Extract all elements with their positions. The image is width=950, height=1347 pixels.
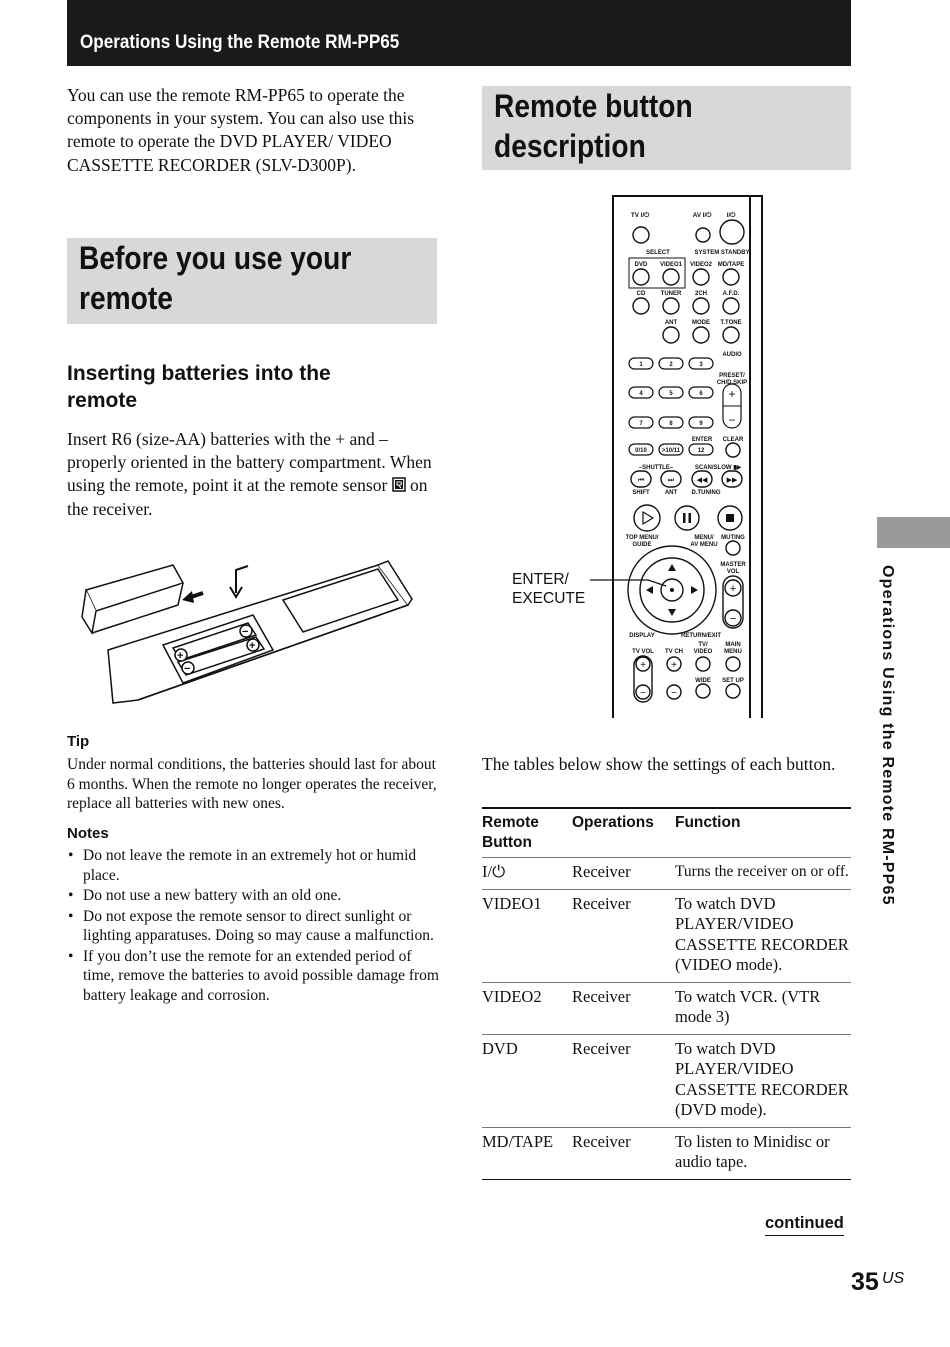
key-5: 5 <box>669 391 673 397</box>
section-title-line: description <box>494 128 646 164</box>
table-cell: To watch DVD PLAYER/VIDEO CASSETTE RECORDER (VIDEO mode). <box>675 889 851 982</box>
key-9: 9 <box>699 421 703 427</box>
section-title-remote <box>494 86 693 166</box>
label-shift: SHIFT <box>632 490 650 496</box>
svg-text:−: − <box>671 688 677 699</box>
label-mode: MODE <box>692 320 710 326</box>
key-1: 1 <box>639 362 643 368</box>
side-tab <box>877 517 950 548</box>
svg-text:−: − <box>728 413 736 427</box>
table-cell: Receiver <box>572 1127 675 1179</box>
label-2ch: 2CH <box>694 291 708 297</box>
section-title-line: Before you use your <box>79 240 352 276</box>
column-header: Function <box>675 808 851 858</box>
label-muting: MUTING <box>721 535 745 541</box>
callout-line: EXECUTE <box>512 590 586 607</box>
label-d-tuning: D.TUNING <box>691 490 721 496</box>
svg-text:⏭: ⏭ <box>667 477 675 484</box>
key-3: 3 <box>699 362 703 368</box>
tip-text: Under normal conditions, the batteries should last for about 6 months. When the remote no longer operates the receiver, replace all batteries with new ones. <box>67 756 437 812</box>
label-tuner: TUNER <box>660 291 682 297</box>
label-top-menu: GUIDE <box>632 542 652 548</box>
table-row <box>482 889 851 982</box>
label-video1: VIDEO1 <box>659 262 683 268</box>
enter-execute-callout <box>512 570 585 608</box>
heading-line: Inserting batteries into the <box>67 362 331 385</box>
table-row <box>482 858 851 890</box>
svg-text:−: − <box>184 663 191 675</box>
table-cell: Receiver <box>572 1034 675 1127</box>
button-table <box>482 807 851 1180</box>
svg-text:◀◀: ◀◀ <box>696 477 708 484</box>
table-cell: DVD <box>482 1034 572 1127</box>
label-master-vol: VOL <box>726 569 740 575</box>
key-0-10: 0/10 <box>635 448 647 454</box>
remote-diagram <box>590 192 780 722</box>
label-set-up: SET UP <box>722 678 744 684</box>
section-title-before <box>79 238 351 318</box>
page-header-title: Operations Using the Remote RM-PP65 <box>80 32 400 53</box>
column-header: Remote Button <box>482 808 572 858</box>
body-text: Insert R6 (size-AA) batteries with the + and – properly oriented in the battery compartment. When using the remote, point it at the remote sensor <box>67 429 432 496</box>
label-main-menu: MAIN <box>725 642 741 648</box>
label-system-standby: SYSTEM STANDBY <box>694 250 750 256</box>
svg-text:+: + <box>671 660 677 671</box>
table-cell: Turns the receiver on or off. <box>675 858 851 890</box>
table-cell: To listen to Minidisc or audio tape. <box>675 1127 851 1179</box>
label-wide: WIDE <box>695 678 711 684</box>
tables-intro: The tables below show the settings of each button. <box>482 754 836 774</box>
table-row <box>482 982 851 1034</box>
label-t-tone: T.TONE <box>720 320 742 326</box>
notes-list <box>67 846 439 1006</box>
label-clear: CLEAR <box>722 437 744 443</box>
label-tv-ch: TV CH <box>665 649 683 655</box>
label-shuttle: –SHUTTLE– <box>638 465 674 471</box>
svg-text:−: − <box>640 688 646 699</box>
label-master-vol: MASTER <box>720 562 746 568</box>
intro-paragraph: You can use the remote RM-PP65 to operate the components in your system. You can also use this remote to operate the DVD PLAYER/ VIDEO CASSETTE RECORDER (SLV-D300P). <box>67 85 415 175</box>
page-suffix: US <box>882 1270 905 1287</box>
table-cell: Receiver <box>572 982 675 1034</box>
body-text: on the receiver. <box>67 475 428 519</box>
table-cell: I/⏻ <box>482 858 572 890</box>
key-4: 4 <box>639 391 643 397</box>
table-cell: MD/TAPE <box>482 1127 572 1179</box>
label-tv-vol: TV VOL <box>632 649 654 655</box>
column-header: Operations <box>572 808 675 858</box>
svg-text:−: − <box>729 613 737 625</box>
table-row <box>482 1034 851 1127</box>
label-md-tape: MD/TAPE <box>717 262 745 268</box>
label-tv-video: VIDEO <box>693 649 713 655</box>
list-item: • If you don’t use the remote for an extended period of time, remove the batteries to avoid possible damage from battery leakage and corrosion. <box>67 947 439 1006</box>
label-afd: A.F.D. <box>722 291 740 297</box>
label-menu: MENU/ <box>694 535 714 541</box>
label-ant: ANT <box>664 490 678 496</box>
remote-sensor-icon <box>392 477 406 492</box>
section-title-line: Remote button <box>494 88 693 124</box>
list-item: • Do not expose the remote sensor to direct sunlight or lighting apparatuses. Doing so may cause a malfunction. <box>67 907 439 946</box>
label-audio: AUDIO <box>722 352 742 358</box>
label-return-exit: RETURN/EXIT <box>680 633 722 639</box>
battery-insertion-illustration <box>78 555 418 710</box>
label-enter: ENTER <box>691 437 713 443</box>
label-av-power: AV I/⏻ <box>692 212 712 219</box>
key-10-11: >10/11 <box>661 448 681 454</box>
key-6: 6 <box>699 391 703 397</box>
label-display: DISPLAY <box>629 633 655 639</box>
svg-text:+: + <box>177 650 184 662</box>
svg-text:+: + <box>728 387 736 401</box>
label-select: SELECT <box>646 250 670 256</box>
svg-text:+: + <box>729 583 737 595</box>
key-2: 2 <box>669 362 673 368</box>
section-title-line: remote <box>79 280 173 316</box>
heading-line: remote <box>67 389 138 412</box>
label-scan-slow: SCAN/SLOW ▮▶ <box>694 465 742 471</box>
svg-text:+: + <box>249 640 256 652</box>
notes-heading: Notes <box>67 825 109 842</box>
svg-text:▶▶: ▶▶ <box>726 477 738 484</box>
key-8: 8 <box>669 421 673 427</box>
label-menu: AV MENU <box>690 542 718 548</box>
label-preset: CH/D.SKIP <box>716 380 748 386</box>
table-row <box>482 1127 851 1179</box>
label-main-menu: MENU <box>724 649 742 655</box>
inserting-body <box>67 428 437 521</box>
label-tv-video: TV/ <box>698 642 708 648</box>
table-cell: Receiver <box>572 858 675 890</box>
svg-text:−: − <box>242 626 249 638</box>
label-top-menu: TOP MENU/ <box>625 535 659 541</box>
continued-label: continued <box>765 1214 844 1236</box>
key-12: 12 <box>697 448 705 454</box>
svg-text:⏮: ⏮ <box>637 477 645 484</box>
section-title-box-before <box>67 238 437 324</box>
page-number: 35 <box>851 1268 879 1296</box>
tip-heading: Tip <box>67 733 90 750</box>
label-cd: CD <box>636 291 646 297</box>
label-video2: VIDEO2 <box>689 262 713 268</box>
label-ant: ANT <box>664 320 678 326</box>
table-cell: Receiver <box>572 889 675 982</box>
inserting-heading <box>67 360 437 414</box>
table-cell: VIDEO2 <box>482 982 572 1034</box>
key-7: 7 <box>639 421 643 427</box>
label-dvd: DVD <box>634 262 648 268</box>
side-section-label: Operations Using the Remote RM-PP65 <box>879 565 896 906</box>
label-tv-power: TV I/⏻ <box>630 212 650 219</box>
table-cell: To watch VCR. (VTR mode 3) <box>675 982 851 1034</box>
table-header-row <box>482 808 851 858</box>
table-cell: VIDEO1 <box>482 889 572 982</box>
svg-text:+: + <box>640 660 646 671</box>
section-title-box-remote <box>482 86 851 170</box>
list-item: • Do not leave the remote in an extremely hot or humid place. <box>67 846 439 885</box>
list-item: • Do not use a new battery with an old one. <box>67 886 439 906</box>
label-preset: PRESET/ <box>719 373 745 379</box>
table-cell: To watch DVD PLAYER/VIDEO CASSETTE RECORDER (DVD mode). <box>675 1034 851 1127</box>
label-power: I/⏻ <box>726 212 736 219</box>
callout-line: ENTER/ <box>512 571 569 588</box>
